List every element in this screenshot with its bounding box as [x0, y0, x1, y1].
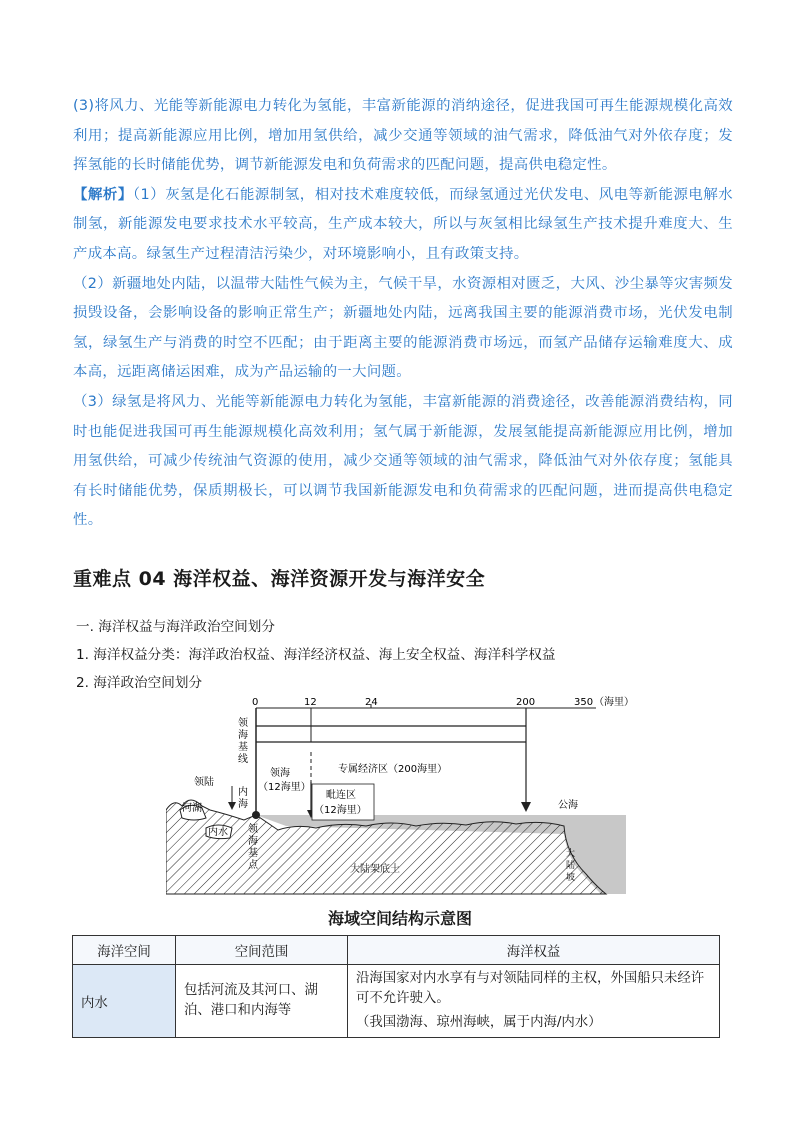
territorial-sea-label: 领海 [270, 768, 290, 779]
tick-350-label: 350 [574, 697, 594, 708]
river-lake-label: 河湖 [182, 803, 202, 814]
baseline-label-3: 基 [238, 742, 248, 753]
baseline-label-4: 线 [238, 754, 248, 765]
baseline-point-dot [252, 811, 260, 819]
list-item-rights-classification: 1. 海洋权益分类：海洋政治权益、海洋经济权益、海上安全权益、海洋科学权益 [76, 647, 556, 663]
analysis-paragraph-2: （2）新疆地处内陆，以温带大陆性气候为主，气候干旱，水资源相对匮乏，大风、沙尘暴等灾害频发损毁设备，会影响设备的影响正常生产；新疆地处内陆，远离我国主要的能源消费市场，光伏发电制氢，绿氢生产与消费的时空不匹配；由于距离主要的能源消费市场远，而氢产品储存运输难度大、成本高，远距离储运困难，成为产品运输的一大问题。 [73, 275, 733, 381]
rights-text: 沿海国家对内水享有与对领陆同样的主权，外国船只未经许可不允许驶入。 [356, 971, 705, 1006]
inner-water-label: 内水 [208, 827, 228, 838]
cell-rights [348, 965, 720, 1038]
baseline-point-label-4: 点 [248, 860, 258, 871]
sea-zones-diagram [166, 694, 636, 904]
eez-label: 专属经济区（200海里） [338, 764, 448, 775]
header-range: 空间范围 [176, 936, 348, 965]
analysis-tag: 【解析】 [73, 186, 133, 203]
answer-paragraph: (3)将风力、光能等新能源电力转化为氢能，丰富新能源的消纳途径，促进我国可再生能源规模化高效利用；提高新能源应用比例，增加用氢供给，减少交通等领域的油气需求，降低油气对外依存度；发挥氢能的长时储能优势，调节新能源发电和负荷需求的匹配问题，提高供电稳定性。 [73, 98, 733, 174]
tick-24-label: 24 [365, 697, 378, 708]
shelf-label: 大陆架底土 [350, 864, 400, 875]
contiguous-sub-label: （12海里） [314, 805, 367, 816]
table-row [73, 965, 720, 1038]
analysis-text-1: （1）灰氢是化石能源制氢，相对技术难度较低，而绿氢通过光伏发电、风电等新能源电解水制氢，新能源发电要求技术水平较高，生产成本较大，所以与灰氢相比绿氢生产技术提升难度大、生产成本高。绿氢生产过程清洁污染少，对环境影响小，且有政策支持。 [73, 186, 733, 262]
contiguous-label: 毗连区 [326, 790, 356, 801]
tick-12-label: 12 [304, 697, 317, 708]
section-title: 重难点 04 海洋权益、海洋资源开发与海洋安全 [73, 568, 486, 590]
rights-note: （我国渤海、琼州海峡，属于内海/内水） [356, 1015, 602, 1030]
territorial-sea-sub-label: （12海里） [258, 782, 311, 793]
list-item-political-space: 2. 海洋政治空间划分 [76, 675, 203, 691]
diagram-caption: 海域空间结构示意图 [327, 909, 472, 928]
baseline-label-1: 领 [238, 718, 248, 729]
analysis-paragraph-1 [73, 181, 733, 270]
inner-sea-label-1: 内 [238, 787, 248, 798]
tick-200-label: 200 [516, 697, 536, 708]
header-space: 海洋空间 [73, 936, 176, 965]
inner-sea-arrow [228, 802, 236, 810]
answer-block [73, 92, 733, 536]
cell-space: 内水 [73, 965, 176, 1038]
header-rights: 海洋权益 [348, 936, 720, 965]
inner-sea-label-2: 海 [238, 799, 248, 810]
cell-range: 包括河流及其河口、湖泊、港口和内海等 [176, 965, 348, 1038]
slope-label-1: 大 [566, 849, 576, 859]
slope-label-2: 陆 [566, 861, 576, 871]
slope-label-3: 坡 [566, 873, 576, 883]
analysis-paragraph-3: （3）绿氢是将风力、光能等新能源电力转化为氢能，丰富新能源的消费途径，改善能源消费结构，同时也能促进我国可再生能源规模化高效利用；氢气属于新能源，发展氢能提高新能源应用比例，增加用氢供给，可减少传统油气资源的使用，减少交通等领域的油气需求，降低油气对外依存度；氢能具有长时储能优势，保质期极长，可以调节我国新能源发电和负荷需求的匹配问题，进而提高供电稳定性。 [73, 393, 733, 529]
rights-table [72, 935, 720, 1038]
baseline-label-2: 海 [238, 730, 248, 741]
land-label: 领陆 [194, 777, 214, 788]
seabed-land [166, 800, 606, 894]
subsection-title: 一. 海洋权益与海洋政治空间划分 [76, 619, 275, 635]
tick-0-label: 0 [252, 697, 259, 708]
baseline-point-label-1: 领 [248, 824, 258, 835]
table-header-row [73, 936, 720, 965]
baseline-point-label-2: 海 [248, 836, 258, 847]
arrow-200 [521, 802, 531, 812]
scale-unit-label: （海里） [594, 697, 634, 708]
baseline-point-label-3: 基 [248, 848, 258, 859]
high-seas-label: 公海 [558, 800, 578, 811]
